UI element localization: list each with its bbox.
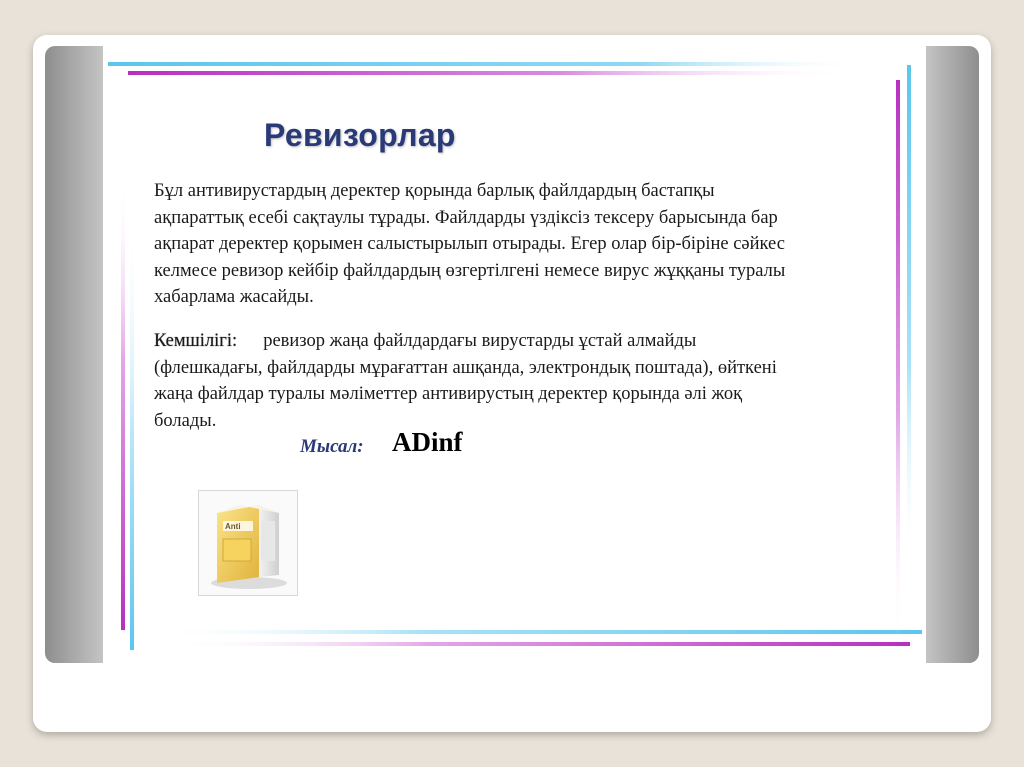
text-line <box>154 328 894 355</box>
text-line: болады. <box>154 410 217 431</box>
example-label: Мысал: <box>300 436 364 457</box>
svg-text:Anti: Anti <box>225 522 241 531</box>
drawback-first-line: ревизор жаңа файлдардағы вирустарды ұстай алмайды <box>263 331 697 351</box>
adinf-product-box-image <box>198 490 298 596</box>
drawback-paragraph <box>154 328 894 434</box>
text-line: (флешкадағы, файлдарды мұрағаттан ашқанда, электрондық поштада), өйткені <box>154 357 777 378</box>
text-line: келмесе ревизор кейбір файлдардың өзгертілгені немесе вирус жұққаны туралы <box>154 260 786 281</box>
text-line: ақпараттық есебі сақтаулы тұрады. Файлдарды үздіксіз тексеру барысында бар <box>154 207 778 228</box>
text-line: Бұл антивирустардың деректер қорында барлық файлдардың бастапқы <box>154 181 715 201</box>
text-line: хабарлама жасайды. <box>154 287 314 307</box>
software-box-icon <box>199 491 297 595</box>
text-line: ақпарат деректер қорымен салыстырылып отырады. Егер олар бір-біріне сәйкес <box>154 234 785 254</box>
drawback-label: Кемшілігі: <box>154 331 238 351</box>
example-value: ADinf <box>392 427 463 457</box>
description-paragraph <box>154 178 894 311</box>
text-line: жаңа файлдар туралы мәліметтер антивирустың деректер қорында әлі жоқ <box>154 384 743 404</box>
slide-title: Ревизорлар <box>264 117 456 153</box>
